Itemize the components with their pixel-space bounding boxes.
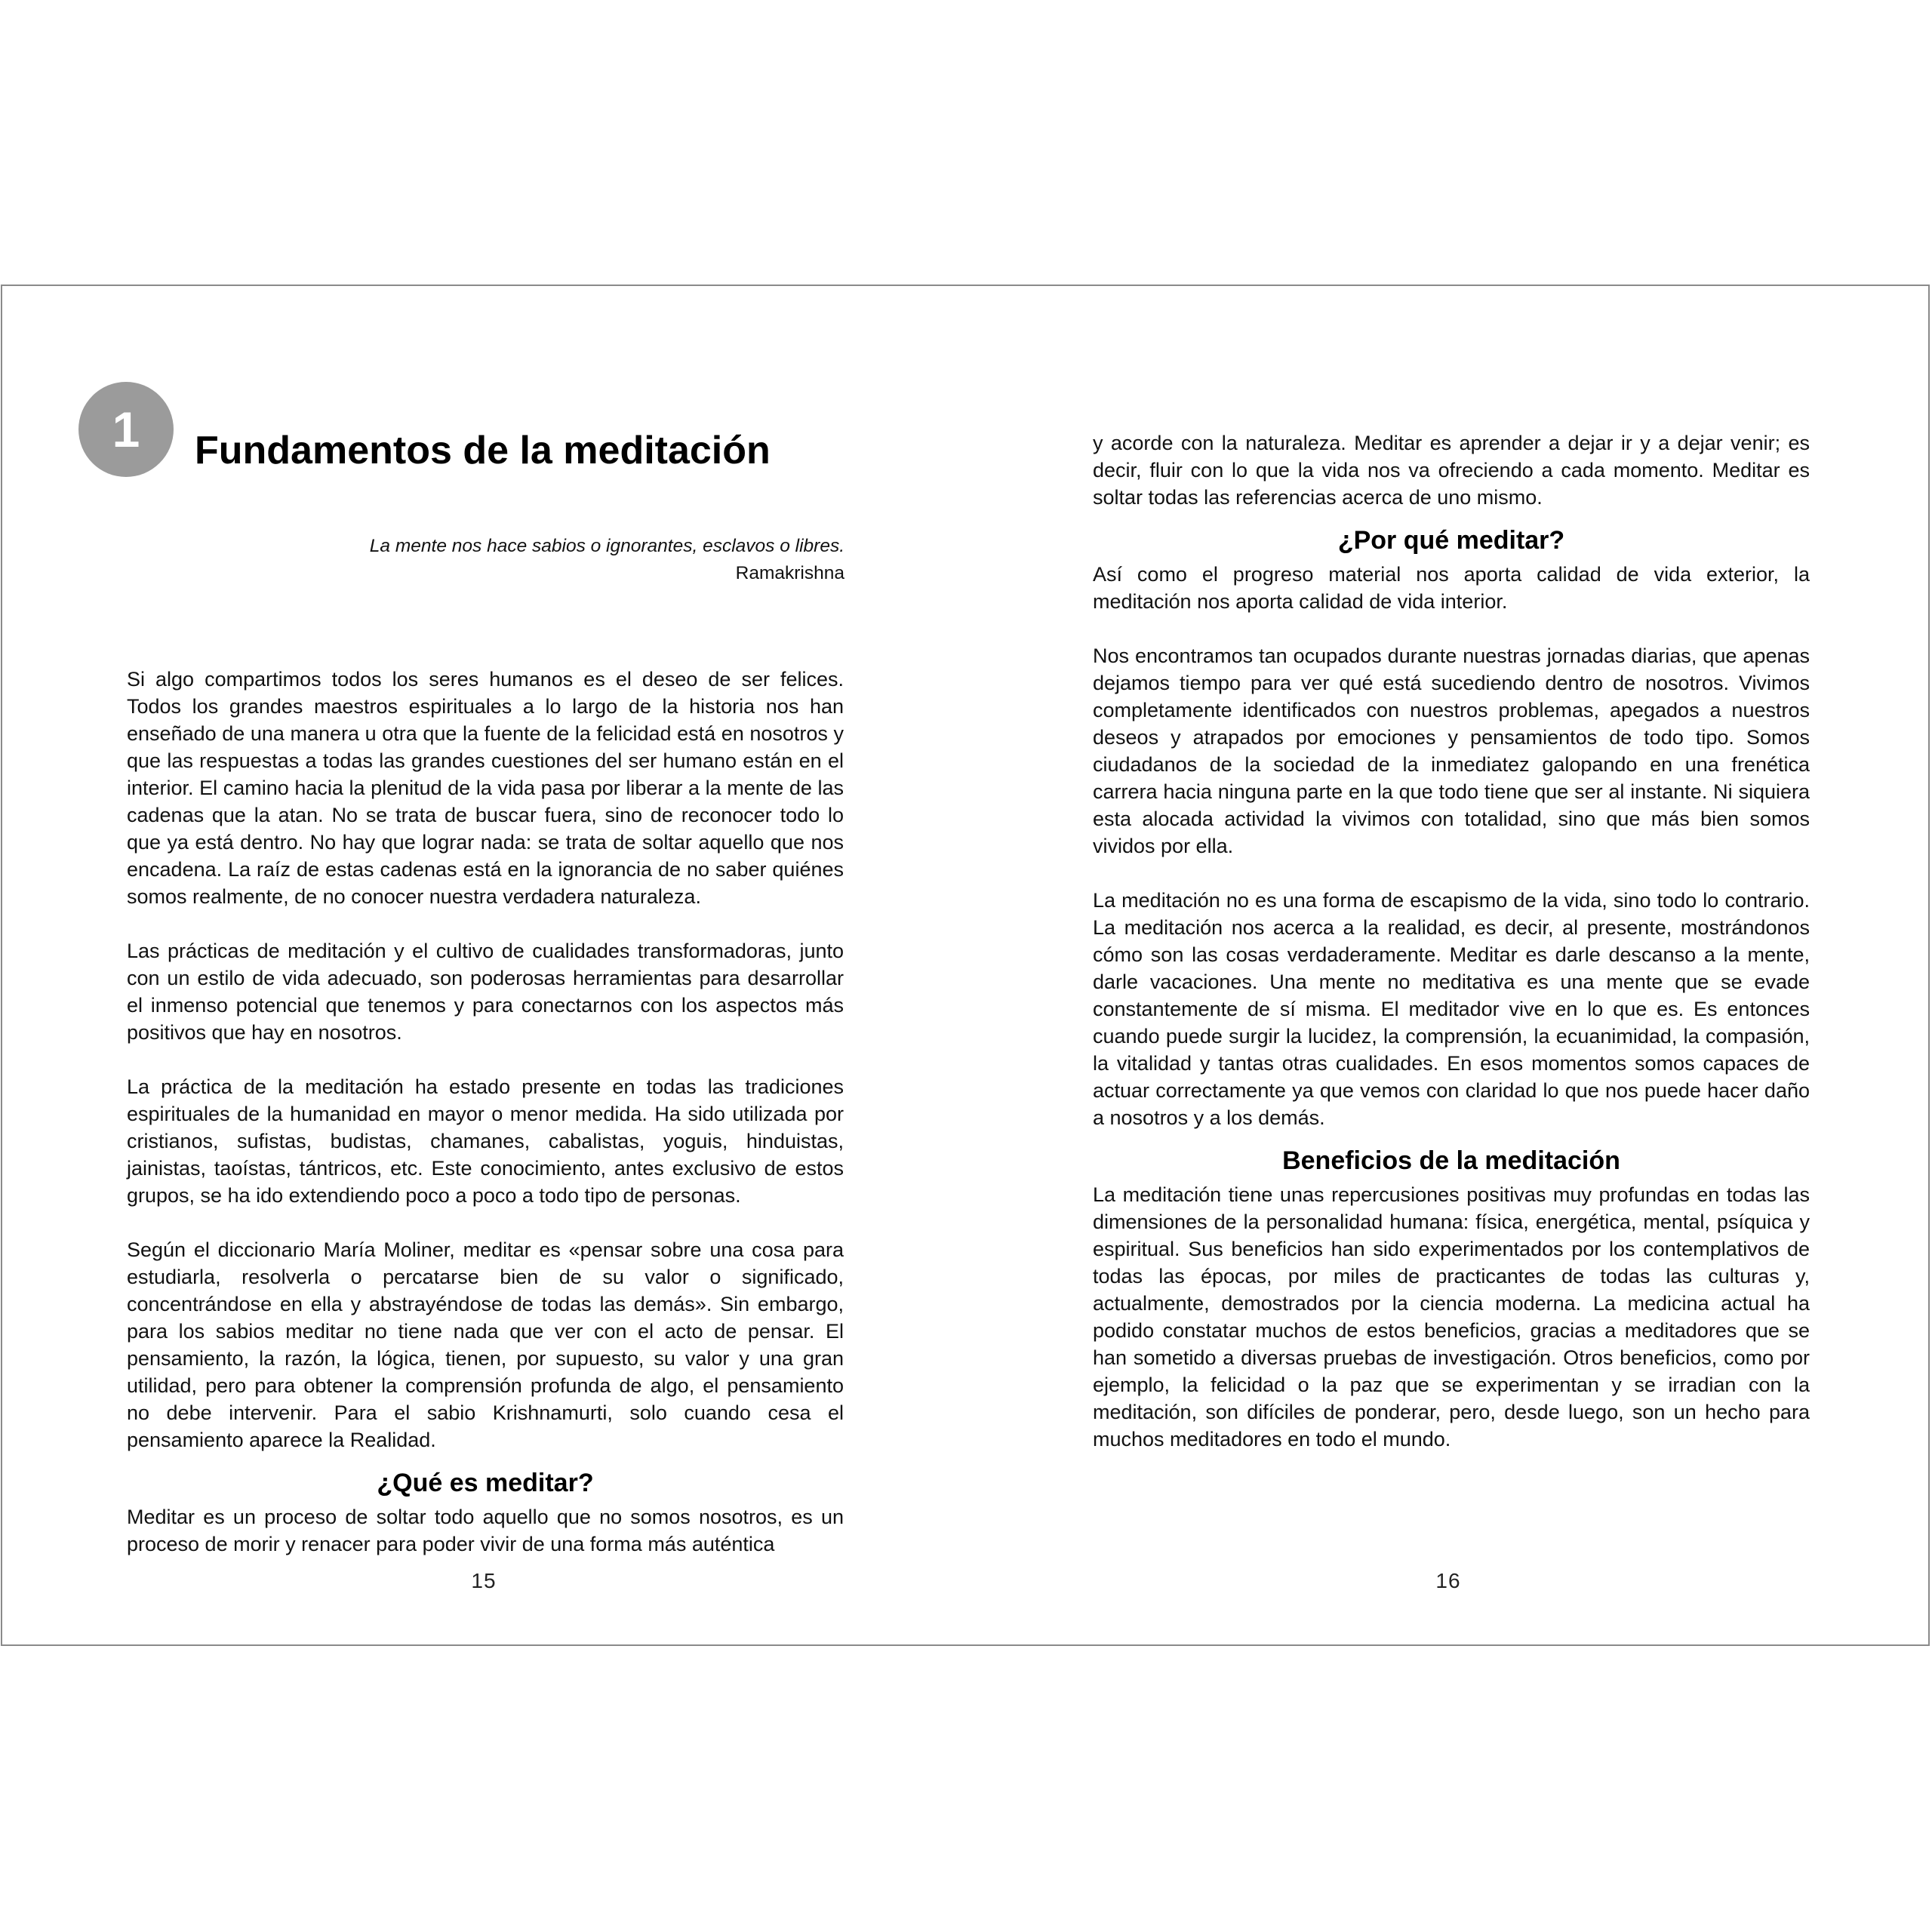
left-body-text [127, 666, 844, 1585]
chapter-number-badge [78, 382, 174, 477]
epigraph-author: Ramakrishna [735, 563, 844, 583]
section-heading: ¿Qué es meditar? [377, 1469, 594, 1497]
section-heading: Beneficios de la meditación [1282, 1146, 1620, 1175]
page-number: 16 [1435, 1569, 1461, 1592]
paragraph: Si algo compartimos todos los seres humanos es el deseo de ser felices. Todos los grandes maestros espirituales a lo largo de la historia nos han enseñado de una manera u otra que la fuente de la felicidad está en nosotros y que las respuestas a todas las grandes cuestiones del ser humano están en el interior. El camino hacia la plenitud de la vida pasa por liberar a la mente de las cadenas que la atan. No se trata de buscar fuera, sino de reconocer todo lo que ya está dentro. No hay que lograr nada: se trata de soltar aquello que nos encadena. La raíz de estas cadenas está en la ignorancia de no saber quiénes somos realmente, de no conocer nuestra verdadera naturaleza. [127, 668, 844, 908]
epigraph [370, 533, 844, 587]
right-body-text [1093, 429, 1810, 1480]
right-page [967, 286, 1931, 1644]
chapter-number: 1 [112, 401, 140, 457]
chapter-title: Fundamentos de la meditación [195, 429, 771, 472]
left-page [2, 286, 967, 1644]
paragraph: La práctica de la meditación ha estado presente en todas las tradiciones espirituales de la humanidad en mayor o menor medida. Ha sido utilizada por cristianos, sufistas, budistas, chamanes, cabalistas, yoguis, hinduistas, jainistas, taoístas, tántricos, etc. Este conocimiento, antes exclusivo de estos grupos, se ha ido extendiendo poco a poco a todo tipo de personas. [127, 1075, 844, 1207]
paragraph: La meditación no es una forma de escapismo de la vida, sino todo lo contrario. La meditación nos acerca a la realidad, es decir, al presente, mostrándonos cómo son las cosas verdaderamente. Meditar es darle descanso a la mente, darle vacaciones. Una mente no meditativa es una mente que se evade constantemente de sí misma. El meditador vive en lo que es. Es entonces cuando puede surgir la lucidez, la comprensión, la ecuanimidad, la compasión, la vitalidad y tantas otras cualidades. En esos momentos somos capaces de actuar correctamente ya que vemos con claridad lo que nos puede hacer daño a nosotros y a los demás. [1093, 889, 1810, 1129]
paragraph: y acorde con la naturaleza. Meditar es aprender a dejar ir y a dejar venir; es decir, fluir con lo que la vida nos va ofreciendo a cada momento. Meditar es soltar todas las referencias acerca de uno mismo. [1093, 432, 1810, 509]
section-heading: ¿Por qué meditar? [1337, 526, 1565, 555]
paragraph: Según el diccionario María Moliner, meditar es «pensar sobre una cosa para estudiarla, resolverla o percatarse bien de su valor o significado, concentrándose en ella y abstrayéndose de todas las demás». Sin embargo, para los sabios meditar no tiene nada que ver con el acto de pensar. El pensamiento, la razón, la lógica, tienen, por supuesto, su valor y una gran utilidad, pero para obtener la comprensión profunda de algo, el pensamiento no debe intervenir. Para el sabio Krishnamurti, solo cuando cesa el pensamiento aparece la Realidad. [127, 1238, 844, 1451]
book-spread [1, 285, 1930, 1646]
paragraph: Meditar es un proceso de soltar todo aquello que no somos nosotros, es un proceso de morir y renacer para poder vivir de una forma más auténtica [127, 1506, 844, 1555]
paragraph: Las prácticas de meditación y el cultivo de cualidades transformadoras, junto con un estilo de vida adecuado, son poderosas herramientas para desarrollar el inmenso potencial que tenemos y para conectarnos con los aspectos más positivos que hay en nosotros. [127, 940, 844, 1044]
paragraph: La meditación tiene unas repercusiones positivas muy profundas en todas las dimensiones de la personalidad humana: física, energética, mental, psíquica y espiritual. Sus beneficios han sido experimentados por los contemplativos de todas las épocas, por miles de practicantes de todas las culturas y, actualmente, demostrados por la ciencia moderna. La medicina actual ha podido constatar muchos de estos beneficios, gracias a meditadores que se han sometido a diversas pruebas de investigación. Otros beneficios, como por ejemplo, la felicidad o la paz que se experimentan y se irradian con la meditación, son difíciles de ponderar, pero, desde luego, son un hecho para muchos meditadores en todo el mundo. [1093, 1183, 1810, 1451]
epigraph-quote: La mente nos hace sabios o ignorantes, esclavos o libres. [369, 536, 844, 556]
page-number: 15 [471, 1569, 497, 1592]
paragraph: Así como el progreso material nos aporta calidad de vida exterior, la meditación nos aporta calidad de vida interior. [1093, 563, 1810, 613]
paragraph: Nos encontramos tan ocupados durante nuestras jornadas diarias, que apenas dejamos tiempo para ver qué está sucediendo dentro de nosotros. Vivimos completamente identificados con nuestros problemas, apegados a nuestros deseos y atrapados por emociones y pensamientos de todo tipo. Somos ciudadanos de la sociedad de la inmediatez galopando en una frenética carrera hacia ninguna parte en la que todo tiene que ser al instante. Ni siquiera esta alocada actividad la vivimos con totalidad, sino que más bien somos vividos por ella. [1093, 645, 1810, 857]
